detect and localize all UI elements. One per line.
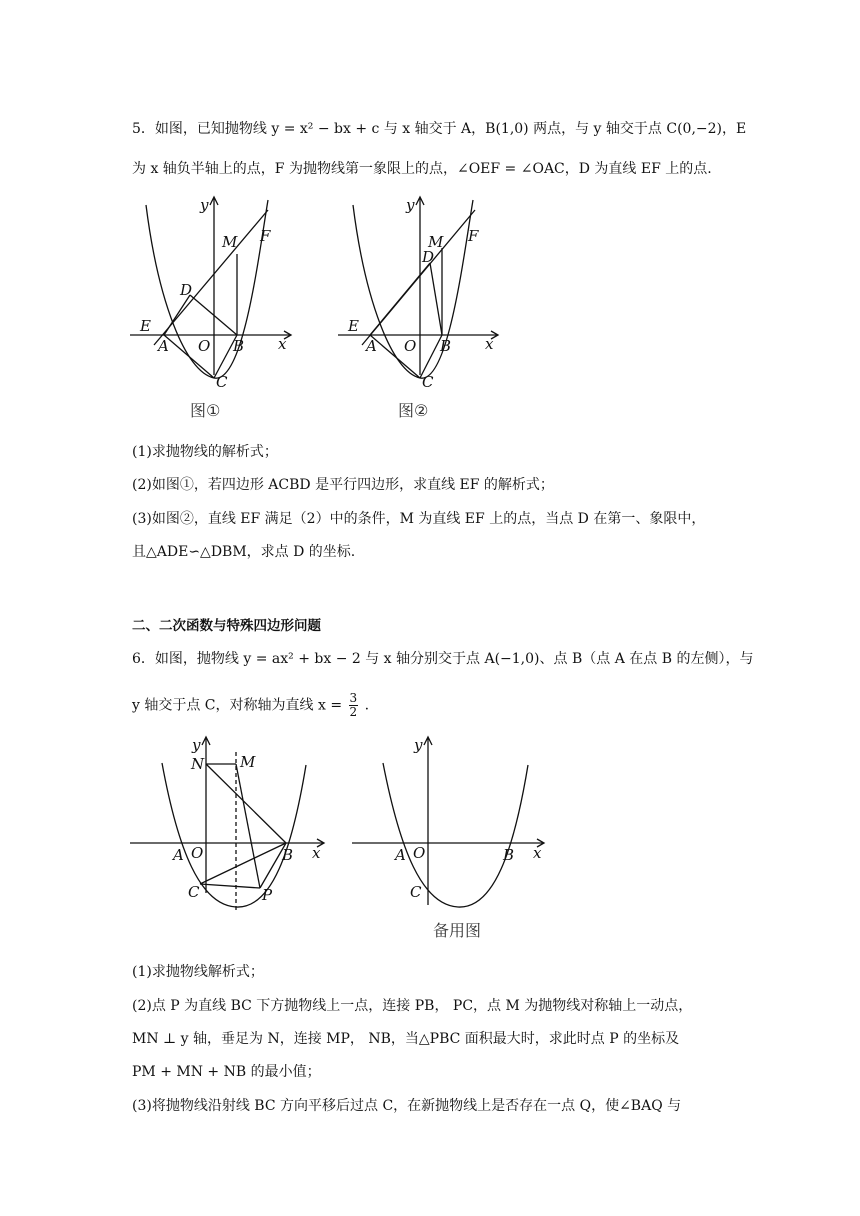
- problem5-q1: (1)求抛物线的解析式；: [132, 444, 278, 460]
- label-A: A: [395, 846, 406, 864]
- figure-spare: [345, 730, 550, 945]
- segment-DA: [164, 295, 190, 335]
- label-x: x: [312, 844, 321, 862]
- label-O: O: [191, 844, 204, 862]
- label-D: D: [422, 248, 435, 266]
- label-M: M: [240, 753, 256, 771]
- problem6-q2-line1: (2)点 P 为直线 BC 下方抛物线上一点，连接 PB， PC，点 M 为抛物线对称轴上一动点，: [132, 998, 693, 1014]
- label-B: B: [282, 846, 294, 864]
- segment-DB: [430, 263, 442, 335]
- figure-3: [125, 730, 330, 915]
- label-M: M: [428, 233, 444, 251]
- label-y: y: [414, 736, 423, 754]
- label-B: B: [503, 846, 515, 864]
- label-y: y: [192, 736, 201, 754]
- label-x: x: [533, 844, 542, 862]
- label-C: C: [188, 883, 200, 901]
- label-C: C: [410, 883, 422, 901]
- problem5-q2: (2)如图①，若四边形 ACBD 是平行四边形，求直线 EF 的解析式；: [132, 477, 554, 493]
- label-x: x: [485, 335, 494, 353]
- label-N: N: [191, 755, 205, 773]
- problem6-q1: (1)求抛物线解析式；: [132, 964, 264, 980]
- label-O: O: [413, 844, 426, 862]
- figure-spare-caption: 备用图: [433, 921, 482, 940]
- label-E: E: [348, 317, 359, 335]
- problem6-line2-text: y 轴交于点 C，对称轴为直线 x =: [132, 697, 343, 714]
- segment-CP: [200, 884, 260, 888]
- label-B: B: [233, 337, 245, 355]
- segment-CB: [420, 335, 442, 378]
- problem6-line2-end: .: [364, 697, 370, 714]
- figure-1-caption: 图①: [190, 401, 221, 420]
- label-P: P: [262, 886, 273, 904]
- fraction-denominator: 2: [349, 705, 358, 719]
- label-y: y: [406, 196, 415, 214]
- label-D: D: [180, 281, 193, 299]
- problem6-line2: [132, 692, 369, 719]
- problem5-line1: 5．如图，已知抛物线 y = x² − bx + c 与 x 轴交于 A，B(1,0) 两点，与 y 轴交于点 C(0,−2)，E: [132, 121, 747, 137]
- problem6-q3-line1: (3)将抛物线沿射线 BC 方向平移后过点 C，在新抛物线上是否存在一点 Q，使∠BAQ 与: [132, 1098, 682, 1114]
- section-title: 二、二次函数与特殊四边形问题: [132, 618, 321, 634]
- label-A: A: [158, 337, 169, 355]
- figure-1: [125, 190, 300, 425]
- segment-MP: [236, 764, 260, 888]
- problem6-q2-line2: MN ⊥ y 轴，垂足为 N，连接 MP， NB，当△PBC 面积最大时，求此时点 P 的坐标及: [132, 1031, 680, 1047]
- problem6-line1: 6．如图，抛物线 y = ax² + bx − 2 与 x 轴分别交于点 A(−1,0)、点 B（点 A 在点 B 的左侧），与: [132, 651, 754, 667]
- label-A: A: [173, 846, 184, 864]
- parabola: [162, 763, 306, 907]
- segment-NB: [206, 764, 286, 843]
- problem5-line2: 为 x 轴负半轴上的点，F 为抛物线第一象限上的点，∠OEF = ∠OAC，D 为直线 EF 上的点.: [132, 161, 712, 177]
- label-O: O: [404, 337, 417, 355]
- label-O: O: [198, 337, 211, 355]
- label-E: E: [140, 317, 151, 335]
- label-y: y: [200, 196, 209, 214]
- label-M: M: [222, 233, 238, 251]
- label-B: B: [440, 337, 452, 355]
- label-F: F: [468, 227, 479, 245]
- problem5-q3-line2: 且△ADE∽△DBM，求点 D 的坐标.: [132, 544, 356, 560]
- figure-2: [335, 190, 505, 425]
- label-F: F: [260, 227, 271, 245]
- problem6-q2-line3: PM + MN + NB 的最小值；: [132, 1064, 321, 1080]
- label-C: C: [422, 373, 434, 391]
- label-x: x: [278, 335, 287, 353]
- problem5-q3-line1: (3)如图②，直线 EF 满足（2）中的条件，M 为直线 EF 上的点，当点 D 在第一、象限中，: [132, 511, 706, 527]
- parabola: [383, 763, 528, 907]
- fraction-three-halves: [349, 692, 359, 719]
- fraction-numerator: 3: [349, 691, 358, 705]
- segment-CB: [200, 843, 286, 884]
- segment-DA: [370, 263, 430, 335]
- label-C: C: [216, 373, 228, 391]
- label-A: A: [366, 337, 377, 355]
- figure-2-caption: 图②: [398, 401, 429, 420]
